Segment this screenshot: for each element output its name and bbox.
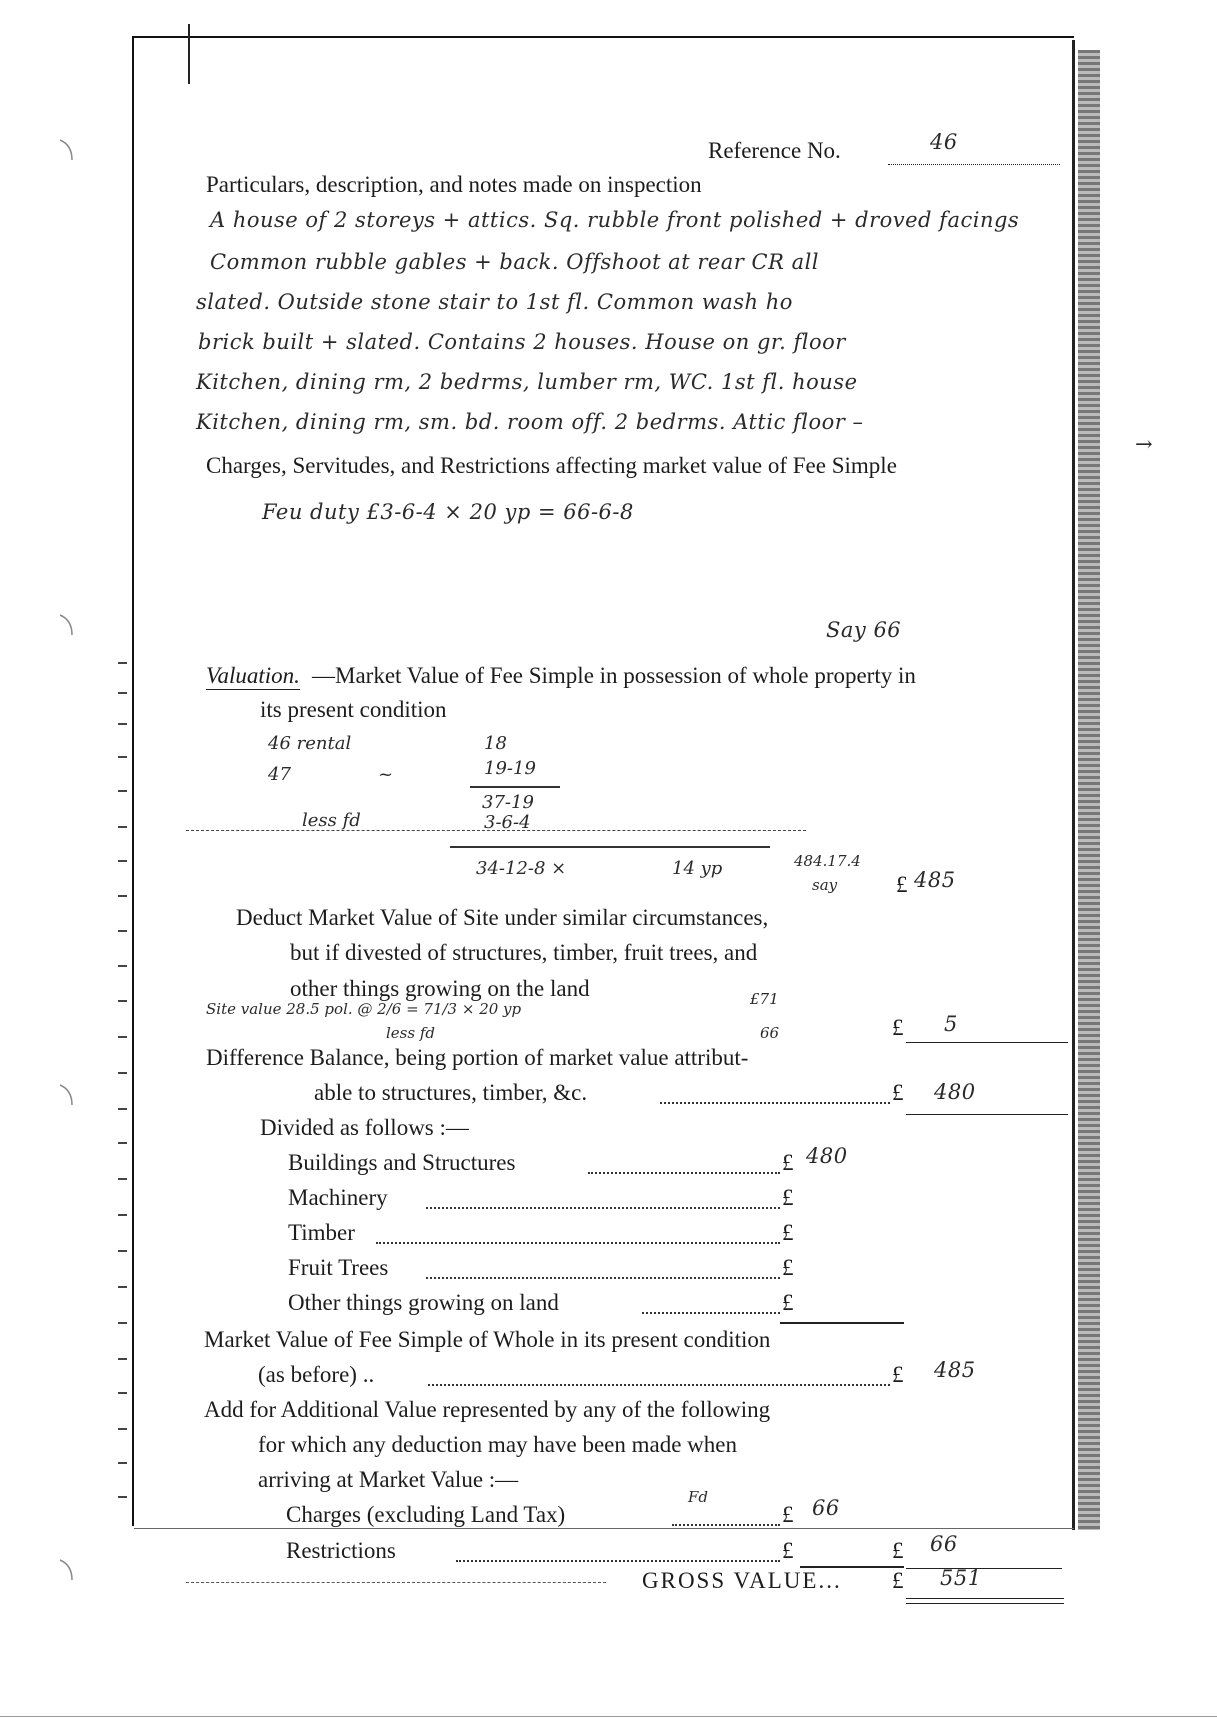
divided-item-label: Timber	[288, 1220, 355, 1245]
valuation-heading: —Market Value of Fee Simple in possession of whole property in	[312, 663, 916, 688]
calc-total-line	[450, 846, 770, 848]
gross-dash-line	[186, 1582, 606, 1583]
additional-total-value: 66	[930, 1532, 958, 1556]
calc-less-label: less fd	[302, 810, 361, 831]
additional-restrictions-label: Restrictions	[286, 1538, 396, 1563]
charges-heading: Charges, Servitudes, and Restrictions affecting market value of Fee Simple	[206, 453, 897, 478]
market-whole-leader	[428, 1384, 890, 1386]
additional-restrictions-leader	[456, 1560, 780, 1562]
bottom-edge-line	[0, 1716, 1217, 1717]
reference-label: Reference No.	[708, 138, 841, 163]
page-border-right	[1072, 40, 1075, 1530]
charges-say-value: Say 66	[826, 618, 902, 642]
calc-subtotal: 37-19	[482, 792, 534, 813]
gross-value: 551	[940, 1566, 982, 1590]
additional-restrictions-currency: £	[782, 1538, 794, 1563]
binder-holes	[20, 120, 80, 1600]
divided-total-line	[780, 1322, 904, 1324]
calc-yp: 14 yp	[672, 858, 723, 879]
additional-charges-value: 66	[812, 1496, 840, 1520]
calc-net: 34-12-8 ×	[476, 858, 567, 879]
market-whole-line2: (as before) ..	[258, 1362, 375, 1387]
page-border-top	[134, 36, 1074, 38]
particulars-heading: Particulars, description, and notes made on inspection	[206, 172, 702, 197]
difference-currency: £	[892, 1080, 904, 1105]
divided-item-leader	[426, 1277, 780, 1279]
divided-item-label: Fruit Trees	[288, 1255, 389, 1280]
site-value: 5	[944, 1012, 958, 1036]
divided-item-currency: £	[782, 1185, 794, 1210]
additional-line3: arriving at Market Value :—	[258, 1467, 519, 1492]
gross-value-label: GROSS VALUE...	[642, 1568, 842, 1593]
particulars-line: Common rubble gables + back. Offshoot at rear CR all	[210, 250, 820, 274]
particulars-line: Kitchen, dining rm, 2 bedrms, lumber rm, WC. 1st fl. house	[196, 370, 858, 394]
divided-item-label: Machinery	[288, 1185, 388, 1210]
divided-item-currency: £	[782, 1290, 794, 1315]
page-edge-shadow	[1078, 50, 1100, 1530]
additional-charges-label: Charges (excluding Land Tax)	[286, 1502, 566, 1527]
calc-row2-label: 47	[268, 764, 291, 785]
particulars-line: slated. Outside stone stair to 1st fl. Common wash ho	[196, 290, 793, 314]
page-border-top-inner	[188, 24, 190, 84]
site-value-note-amount: £71	[750, 990, 779, 1008]
difference-value-line	[906, 1114, 1068, 1115]
calc-currency: £	[896, 872, 908, 897]
calc-row2-mark: ~	[378, 764, 394, 785]
page-border-bottom	[134, 1528, 1074, 1529]
divided-item-value: 480	[806, 1144, 848, 1168]
gross-value-currency: £	[892, 1568, 904, 1593]
divided-item-leader	[642, 1312, 780, 1314]
difference-leader	[660, 1102, 890, 1104]
calc-result: 485	[914, 868, 956, 892]
divided-item-leader	[426, 1207, 780, 1209]
particulars-line: brick built + slated. Contains 2 houses. House on gr. floor	[198, 330, 846, 354]
reference-number: 46	[930, 130, 958, 154]
divided-item-leader	[376, 1242, 780, 1244]
site-line3: other things growing on the land	[290, 976, 590, 1001]
continuation-arrow-icon: →	[1135, 432, 1154, 456]
calc-row1-value: 18	[484, 733, 507, 754]
page-border-left	[132, 36, 134, 1526]
calc-row1-label: 46 rental	[268, 733, 352, 754]
site-line2: but if divested of structures, timber, fruit trees, and	[290, 940, 758, 965]
calc-say: say	[812, 876, 838, 894]
charges-feu-duty-note: Feu duty £3-6-4 × 20 yp = 66-6-8	[262, 500, 634, 524]
calc-less-value: 3-6-4	[484, 812, 531, 833]
site-currency: £	[892, 1015, 904, 1040]
additional-charges-currency: £	[782, 1502, 794, 1527]
divided-item-currency: £	[782, 1220, 794, 1245]
site-value-line	[906, 1042, 1068, 1043]
valuation-title: Valuation.	[206, 663, 300, 688]
divided-item-currency: £	[782, 1255, 794, 1280]
divided-item-label: Other things growing on land	[288, 1290, 559, 1315]
additional-line1: Add for Additional Value represented by any of the following	[204, 1397, 771, 1422]
additional-charges-leader	[672, 1524, 780, 1526]
divided-item-label: Buildings and Structures	[288, 1150, 516, 1175]
divided-heading: Divided as follows :—	[260, 1115, 469, 1140]
site-value-note: Site value 28.5 pol. @ 2/6 = 71/3 × 20 yp	[206, 1000, 522, 1018]
additional-charges-note: Fd	[688, 1488, 709, 1506]
reference-line	[888, 164, 1060, 165]
additional-line2: for which any deduction may have been made when	[258, 1432, 737, 1457]
particulars-line: A house of 2 storeys + attics. Sq. rubble front polished + droved facings	[210, 208, 1020, 232]
site-less-fd-note: less fd	[386, 1024, 435, 1042]
market-whole-value: 485	[934, 1358, 976, 1382]
additional-total-line	[906, 1568, 1062, 1569]
calc-row2-value: 19-19	[484, 758, 536, 779]
gross-double-underline	[906, 1598, 1064, 1604]
divided-item-currency: £	[782, 1150, 794, 1175]
divided-item-leader	[588, 1172, 780, 1174]
difference-line2: able to structures, timber, &c.	[314, 1080, 588, 1105]
particulars-line: Kitchen, dining rm, sm. bd. room off. 2 bedrms. Attic floor –	[196, 410, 864, 434]
calc-underline	[470, 786, 560, 788]
valuation-heading-line2: its present condition	[260, 697, 447, 722]
market-whole-line1: Market Value of Fee Simple of Whole in its present condition	[204, 1327, 771, 1352]
difference-value: 480	[934, 1080, 976, 1104]
site-less-fd-amount: 66	[760, 1024, 780, 1042]
calc-product: 484.17.4	[794, 852, 861, 870]
site-line1: Deduct Market Value of Site under similar circumstances,	[236, 905, 769, 930]
difference-line1: Difference Balance, being portion of market value attribut-	[206, 1045, 749, 1070]
market-whole-currency: £	[892, 1362, 904, 1387]
additional-total-currency: £	[892, 1538, 904, 1563]
